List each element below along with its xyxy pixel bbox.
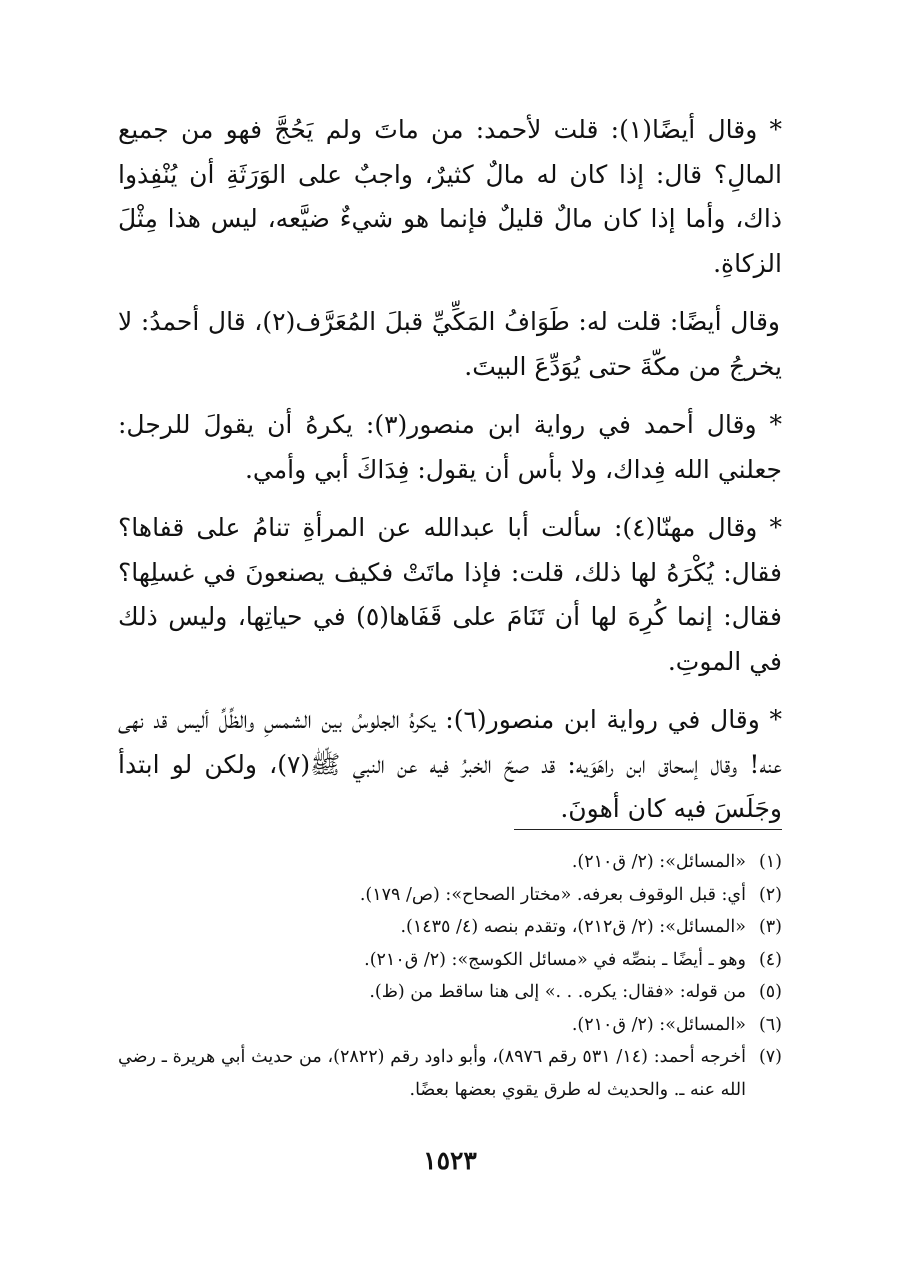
footnote-text: وهو ـ أيضًا ـ بنصِّه في «مسائل الكوسج»: (٢/ ق٢١٠). xyxy=(364,949,746,970)
footnote-text: «المسائل»: (٢/ ق٢١٠). xyxy=(571,1014,746,1035)
footnote-item xyxy=(118,976,782,1009)
paragraph-5: * وقال في رواية ابن منصور(٦): يكرهُ الجلوسُ بين الشمسِ والظِّلِّ أليس قد نهى عنه! وقال إسحاق ابن راهَوَيه: قد صحّ الخبرُ فيه عن النبي ﷺ(٧)، ولكن لو ابتدأ وجَلَسَ فيه كان أهونَ. xyxy=(118,705,782,823)
footnote-item xyxy=(118,911,782,944)
paragraph-1: * وقال أيضًا(١): قلت لأحمد: من ماتَ ولم يَحُجَّ فهو من جميع المالِ؟ قال: إذا كان له مالٌ كثيرٌ، واجبٌ على الوَرَثَةِ أن يُنْفِذوا ذاك، وأما إذا كان مالٌ قليلٌ فإنما هو شيءٌ ضيَّعه، ليس هذا مِثْلَ الزكاةِ. xyxy=(118,115,783,278)
footnote-item xyxy=(118,1041,782,1106)
footnote-item xyxy=(118,1009,782,1042)
footnotes-list xyxy=(118,846,782,1106)
main-text xyxy=(118,108,782,846)
footnote-number: (٣) xyxy=(758,917,782,937)
footnote-item xyxy=(118,944,782,977)
footnote-number: (٦) xyxy=(758,1014,782,1035)
footnote-text: من قوله: «فقال: يكره. . .» إلى هنا ساقط من (ظ). xyxy=(369,982,746,1002)
footnote-number: (٥) xyxy=(758,982,782,1002)
footnote-number: (٤) xyxy=(758,949,782,970)
footnote-number: (٧) xyxy=(758,1047,782,1067)
footnote-number: (٢) xyxy=(758,884,782,905)
footnote-item xyxy=(118,879,782,912)
footnote-divider xyxy=(514,829,782,830)
paragraph-2: وقال أيضًا: قلت له: طَوَافُ المَكِّيِّ قبلَ المُعَرَّف(٢)، قال أحمدُ: لا يخرجُ من مكّةَ حتى يُوَدِّعَ البيتَ. xyxy=(118,307,782,381)
page-number: ١٥٢٣ xyxy=(423,1146,477,1175)
footnote-number: (١) xyxy=(758,852,782,872)
footnote-text: أي: قبل الوقوف بعرفه. «مختار الصحاح»: (ص/ ١٧٩). xyxy=(359,884,746,905)
footnote-text: «المسائل»: (٢/ ق٢١٢)، وتقدم بنصه (٤/ ١٤٣٥). xyxy=(400,917,746,937)
footnote-item xyxy=(118,846,782,879)
paragraph-4: * وقال مهنّا(٤): سألت أبا عبدالله عن المرأةِ تنامُ على قفاها؟ فقال: يُكْرَهُ لها ذلك، قلت: فإذا ماتَتْ فكيف يصنعونَ في غسلِها؟ فقال: إنما كُرِهَ لها أن تَنَامَ على قَفَاها(٥) في حياتِها، وليس ذلك في الموتِ. xyxy=(118,513,783,676)
paragraph-3: * وقال أحمد في رواية ابن منصور(٣): يكرهُ أن يقولَ للرجل: جعلني الله فِداك، ولا بأس أن يقول: فِدَاكَ أبي وأمي. xyxy=(118,410,782,484)
footnote-text: أخرجه أحمد: (١٤/ ٥٣١ رقم ٨٩٧٦)، وأبو داود رقم (٢٨٢٢)، من حديث أبي هريرة ـ رضي الله عنه ـ. والحديث له طرق يقوي بعضها بعضًا. xyxy=(118,1047,746,1100)
footnote-text: «المسائل»: (٢/ ق٢١٠). xyxy=(571,852,746,872)
